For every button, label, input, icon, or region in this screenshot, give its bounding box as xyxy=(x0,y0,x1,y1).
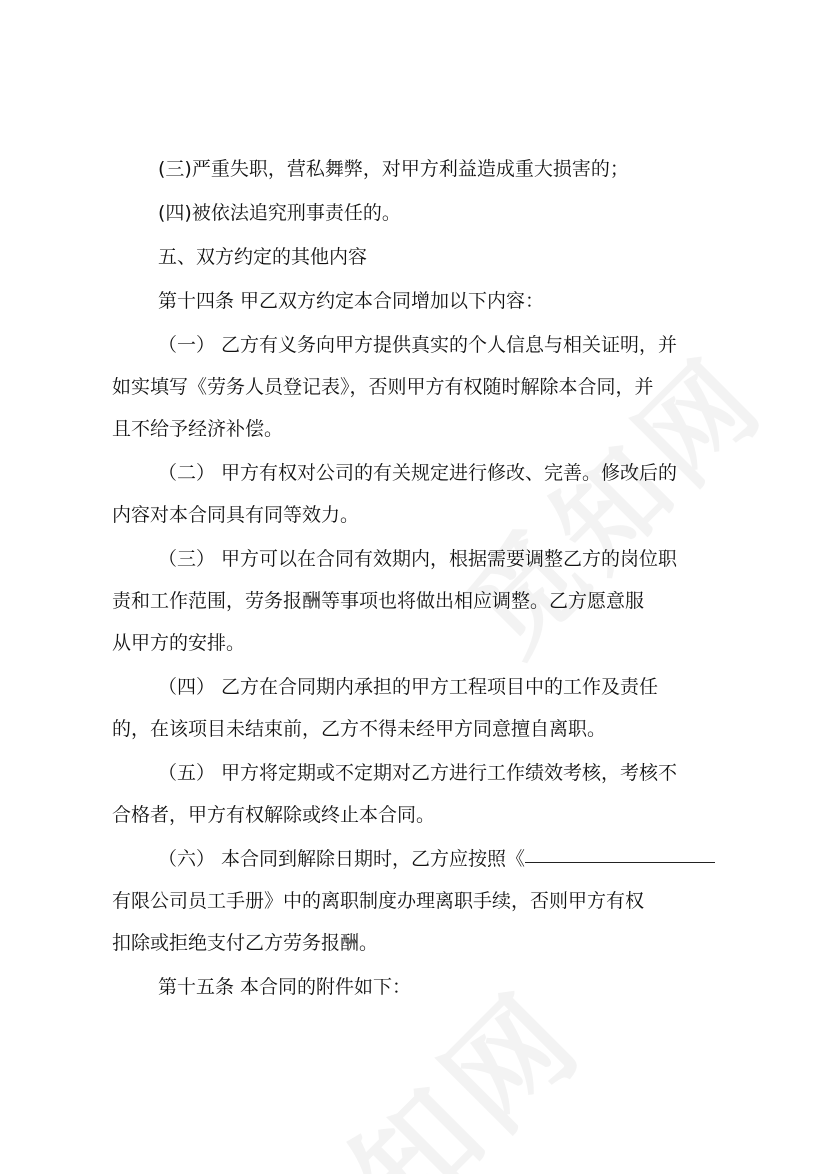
paragraph-line: （一） 乙方有义务向甲方提供真实的个人信息与相关证明，并 xyxy=(158,334,678,356)
paragraph-line: 从甲方的安排。 xyxy=(112,632,246,654)
paragraph-line: （五） 甲方将定期或不定期对乙方进行工作绩效考核，考核不 xyxy=(158,762,678,784)
paragraph-line: （三） 甲方可以在合同有效期内，根据需要调整乙方的岗位职 xyxy=(158,548,678,570)
paragraph-line: 如实填写《劳务人员登记表》，否则甲方有权随时解除本合同，并 xyxy=(112,376,654,398)
paragraph-line-with-blank xyxy=(112,838,744,880)
paragraph-line: 的，在该项目未结束前，乙方不得未经甲方同意擅自离职。 xyxy=(112,718,607,740)
paragraph-text: （六） 本合同到解除日期时，乙方应按照《 xyxy=(158,848,526,870)
document-body xyxy=(112,148,744,1008)
paragraph-line: (四)被依法追究刑事责任的。 xyxy=(158,202,401,224)
fill-in-blank xyxy=(525,840,715,863)
paragraph-line: （二） 甲方有权对公司的有关规定进行修改、完善。修改后的 xyxy=(158,462,678,484)
paragraph-line: 责和工作范围，劳务报酬等事项也将做出相应调整。乙方愿意服 xyxy=(112,590,645,612)
article-heading: 第十四条 甲乙双方约定本合同增加以下内容： xyxy=(158,290,545,312)
paragraph-line: 扣除或拒绝支付乙方劳务报酬。 xyxy=(112,932,379,954)
paragraph-line: 且不给予经济补偿。 xyxy=(112,418,284,440)
paragraph-line: （四） 乙方在合同期内承担的甲方工程项目中的工作及责任 xyxy=(158,676,659,698)
paragraph-line: 合格者，甲方有权解除或终止本合同。 xyxy=(112,804,436,826)
paragraph-line: (三)严重失职，营私舞弊，对甲方利益造成重大损害的； xyxy=(158,158,629,180)
article-heading: 第十五条 本合同的附件如下： xyxy=(158,976,412,998)
section-heading: 五、双方约定的其他内容 xyxy=(158,246,368,268)
paragraph-line: 有限公司员工手册》中的离职制度办理离职手续，否则甲方有权 xyxy=(112,890,645,912)
paragraph-line: 内容对本合同具有同等效力。 xyxy=(112,504,360,526)
